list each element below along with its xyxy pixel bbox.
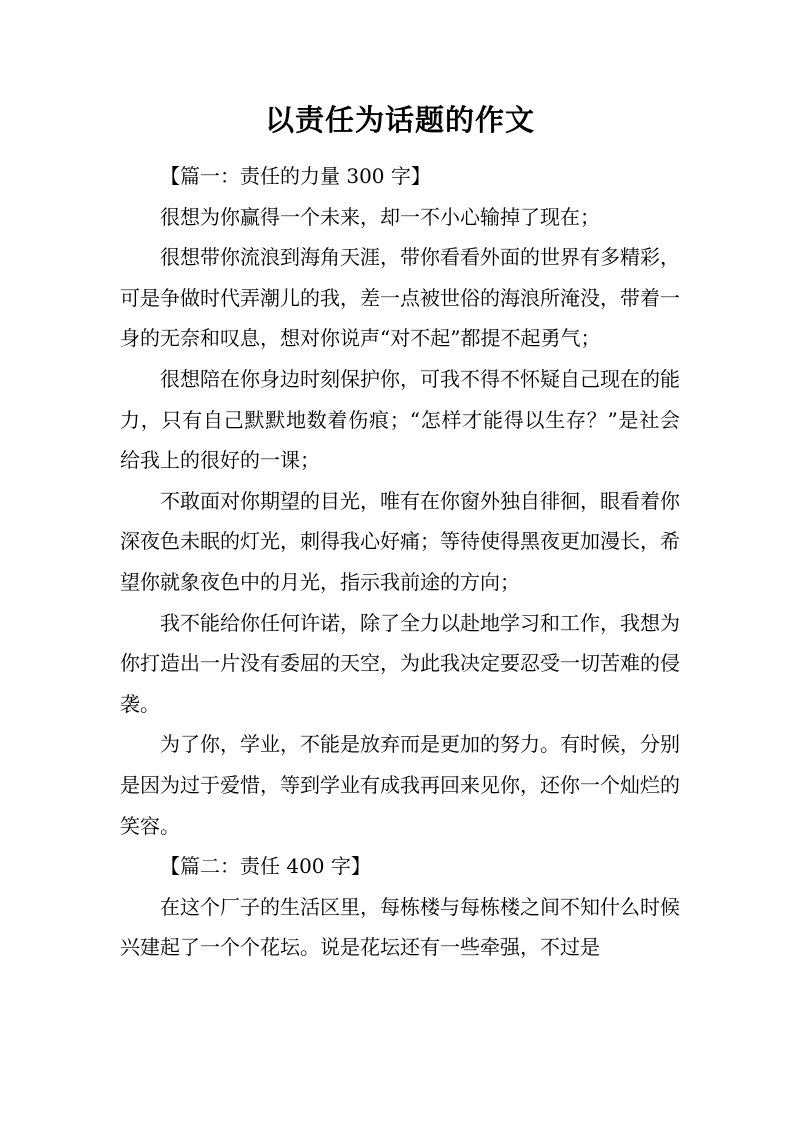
- section-heading-1: 【篇一：责任的力量 300 字】: [160, 164, 431, 188]
- section-heading-2: 【篇二：责任 400 字】: [160, 854, 371, 879]
- paragraph: 我不能给你任何许诺，除了全力以赴地学习和工作，我想为你打造出一片没有委屈的天空，为此我决定要忍受一切苦难的侵袭。: [120, 610, 680, 716]
- paragraph: 为了你，学业，不能是放弃而是更加的努力。有时候，分别是因为过于爱惜，等到学业有成我再回来见你，还你一个灿烂的笑容。: [120, 732, 680, 838]
- page-title: 以责任为话题的作文: [264, 103, 535, 137]
- paragraph: 很想陪在你身边时刻保护你，可我不得不怀疑自己现在的能力，只有自己默默地数着伤痕；“怎样才能得以生存？”是社会给我上的很好的一课；: [120, 366, 680, 473]
- paragraph: 不敢面对你期望的目光，唯有在你窗外独自徘徊，眼看着你深夜色未眠的灯光，刺得我心好痛；等待使得黑夜更加漫长，希望你就象夜色中的月光，指示我前途的方向；: [120, 488, 680, 594]
- paragraph: 在这个厂子的生活区里，每栋楼与每栋楼之间不知什么时候兴建起了一个个花坛。说是花坛还有一些牵强，不过是: [120, 894, 680, 960]
- paragraph: 很想为你赢得一个未来，却一不小心输掉了现在；: [160, 204, 600, 229]
- paragraph: 很想带你流浪到海角天涯，带你看看外面的世界有多精彩，可是争做时代弄潮儿的我，差一点被世俗的海浪所淹没，带着一身的无奈和叹息，想对你说声“对不起”都提不起勇气；: [120, 245, 680, 351]
- document-body: [120, 156, 680, 968]
